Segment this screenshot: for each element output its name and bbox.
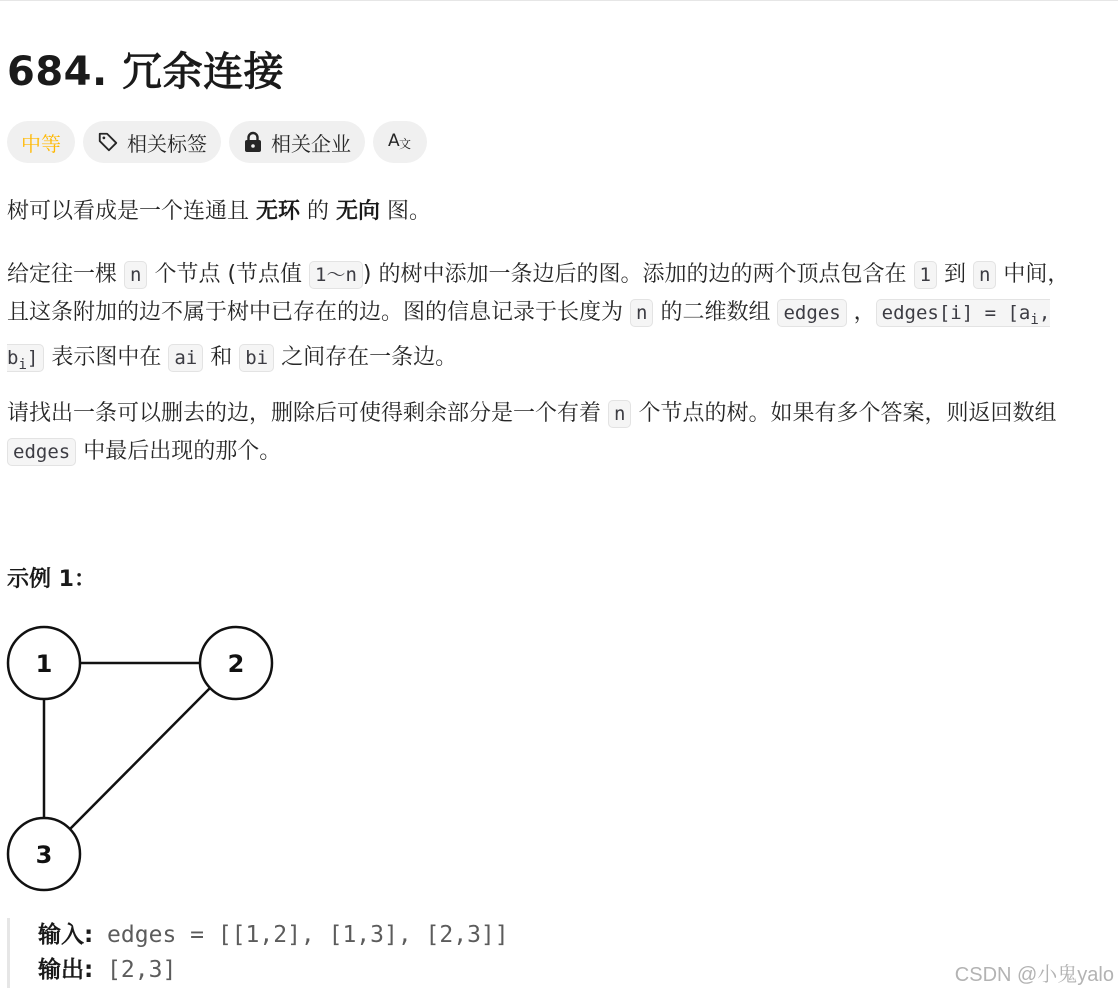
svg-text:1: 1 xyxy=(35,650,53,678)
inline-code: bi xyxy=(239,344,274,372)
input-value: edges = [[1,2], [1,3], [2,3]] xyxy=(93,922,509,948)
output-label: 输出: xyxy=(38,957,94,983)
bold-acyclic: 无环 xyxy=(256,199,301,224)
related-topics-button[interactable] xyxy=(83,121,221,163)
inline-code: 1 xyxy=(914,261,937,289)
difficulty-badge[interactable]: 中等 xyxy=(7,121,75,163)
top-divider xyxy=(0,0,1118,1)
example-output-line xyxy=(38,953,509,988)
svg-text:文: 文 xyxy=(399,136,412,151)
translate-icon xyxy=(387,129,413,156)
inline-code: edges xyxy=(7,438,76,466)
output-value: [2,3] xyxy=(93,957,177,983)
translate-button[interactable] xyxy=(373,121,427,163)
inline-code: edges xyxy=(777,299,846,327)
tag-row xyxy=(7,121,427,163)
input-label: 输入: xyxy=(38,922,94,948)
svg-text:3: 3 xyxy=(35,841,53,869)
graph-edge-2-3 xyxy=(70,688,210,829)
svg-text:2: 2 xyxy=(227,650,245,678)
inline-code: n xyxy=(973,261,996,289)
related-topics-label: 相关标签 xyxy=(127,131,207,156)
lock-icon xyxy=(243,131,263,153)
inline-code-edges-i: edges[i] = [$a_i$, $b_i$] xyxy=(7,299,1050,372)
example-input-line xyxy=(38,918,509,953)
description-paragraph-2: 给定往一棵 n 个节点 (节点值 1～n ) 的树中添加一条边后的图。添加的边的两个顶点包含在 1 到 n 中间，且这条附加的边不属于树中已存在的边。图的信息记录于长度为 n 的二维数组 edges ， edges[i] = [$a_i$, $b_i$] 表示图中在 ai 和 bi 之间存在一条边。 xyxy=(7,262,1070,373)
related-companies-button[interactable] xyxy=(229,121,365,163)
inline-code: ai xyxy=(168,344,203,372)
bold-undirected: 无向 xyxy=(336,199,381,224)
problem-title: 684. 冗余连接 xyxy=(7,49,285,95)
inline-code: n xyxy=(630,299,653,327)
graph-node-1 xyxy=(8,627,80,699)
example-title: 示例 1： xyxy=(7,567,96,592)
svg-text:A: A xyxy=(388,130,400,151)
graph-node-3 xyxy=(8,818,80,890)
watermark: CSDN @小鬼yalo xyxy=(954,964,1114,986)
related-companies-label: 相关企业 xyxy=(271,131,351,156)
tag-icon xyxy=(97,131,119,153)
inline-code: 1～n xyxy=(309,261,363,289)
inline-code: n xyxy=(124,261,147,289)
graph-node-2 xyxy=(200,627,272,699)
inline-code: n xyxy=(608,400,631,428)
description-paragraph-1: 树可以看成是一个连通且 无环 的 无向 图。 xyxy=(7,199,432,224)
description-paragraph-3: 请找出一条可以删去的边，删除后可使得剩余部分是一个有着 n 个节点的树。如果有多个答案，则返回数组 edges 中最后出现的那个。 xyxy=(7,401,1057,464)
example-io-block xyxy=(7,918,509,988)
example-graph xyxy=(0,620,290,904)
